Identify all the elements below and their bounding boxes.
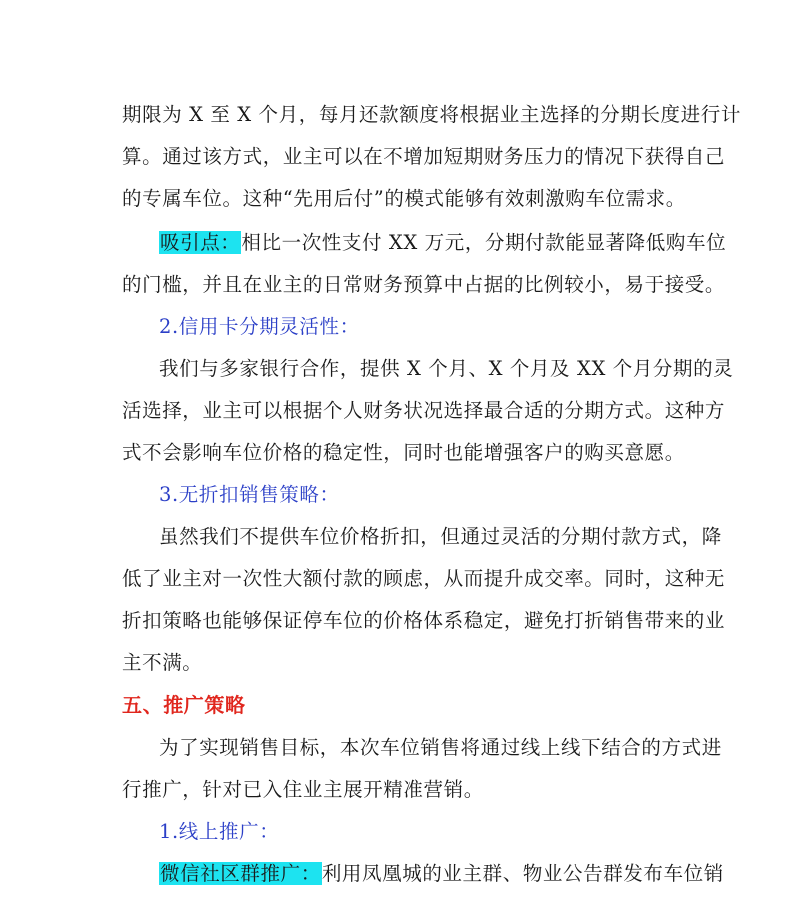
wechat-paragraph bbox=[159, 859, 724, 889]
paragraph-text: 利用凤凰城的业主群、物业公告群发布车位销 bbox=[321, 862, 724, 885]
section-heading-promotion: 五、推广策略 bbox=[122, 693, 246, 717]
paragraph-line: 主不满。 bbox=[122, 651, 203, 674]
paragraph-text: 相比一次性支付 XX 万元，分期付款能显著降低购车位 bbox=[241, 231, 727, 254]
attraction-paragraph bbox=[159, 228, 726, 258]
highlight-label: 微信社区群推广： bbox=[160, 862, 321, 885]
paragraph-line: 式不会影响车位价格的稳定性，同时也能增强客户的购买意愿。 bbox=[122, 441, 685, 464]
paragraph-line: 算。通过该方式，业主可以在不增加短期财务压力的情况下获得自己 bbox=[122, 145, 726, 168]
paragraph-line: 为了实现销售目标，本次车位销售将通过线上线下结合的方式进 bbox=[159, 736, 722, 759]
paragraph-line: 折扣策略也能够保证停车位的价格体系稳定，避免打折销售带来的业 bbox=[122, 609, 726, 632]
paragraph-line: 虽然我们不提供车位价格折扣，但通过灵活的分期付款方式，降 bbox=[159, 525, 722, 548]
paragraph-line: 的门槛，并且在业主的日常财务预算中占据的比例较小，易于接受。 bbox=[122, 273, 726, 296]
paragraph-line: 行推广，针对已入住业主展开精准营销。 bbox=[122, 778, 484, 801]
highlight-label: 吸引点： bbox=[160, 231, 241, 254]
subheading-credit-card: 2.信用卡分期灵活性： bbox=[159, 315, 360, 338]
subheading-online: 1.线上推广： bbox=[159, 820, 280, 843]
paragraph-line: 期限为 X 至 X 个月，每月还款额度将根据业主选择的分期长度进行计 bbox=[122, 103, 741, 126]
paragraph-line: 我们与多家银行合作，提供 X 个月、X 个月及 XX 个月分期的灵 bbox=[159, 357, 734, 380]
paragraph-line: 活选择，业主可以根据个人财务状况选择最合适的分期方式。这种方 bbox=[122, 399, 726, 422]
paragraph-line: 的专属车位。这种“先用后付”的模式能够有效刺激购车位需求。 bbox=[122, 187, 686, 210]
subheading-no-discount: 3.无折扣销售策略： bbox=[159, 483, 340, 506]
paragraph-line: 低了业主对一次性大额付款的顾虑，从而提升成交率。同时，这种无 bbox=[122, 567, 726, 590]
